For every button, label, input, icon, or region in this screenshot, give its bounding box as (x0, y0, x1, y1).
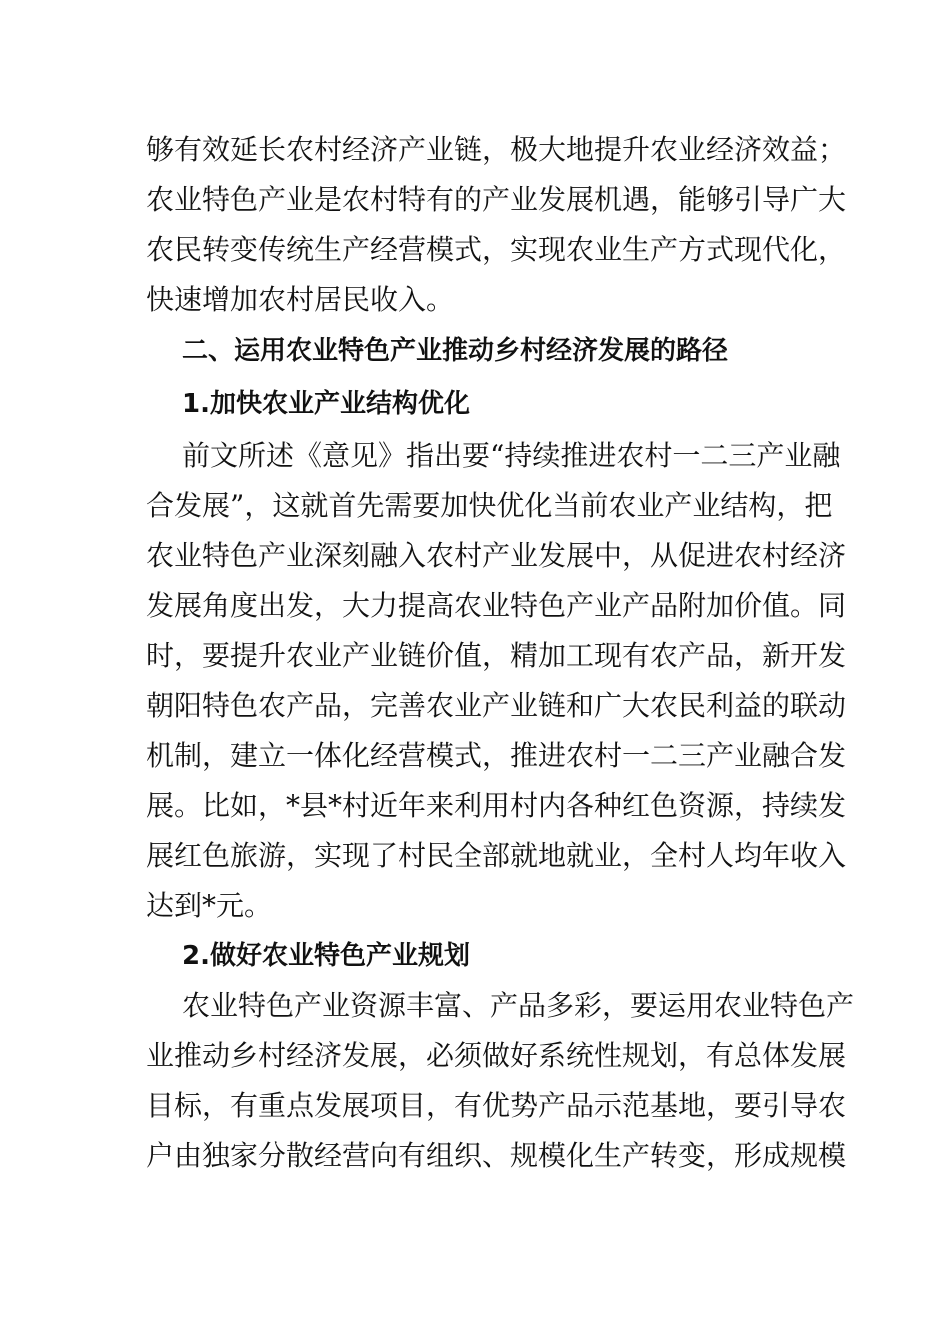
paragraph-line: 发展角度出发，大力提高农业特色产业产品附加价值。同 (146, 589, 847, 622)
paragraph-line: 展。比如，*县*村近年来利用村内各种红色资源，持续发 (146, 789, 847, 822)
subsection-heading: 2.做好农业特色产业规划 (182, 941, 470, 971)
subsection-heading: 1.加快农业产业结构优化 (182, 389, 470, 419)
paragraph-line: 业推动乡村经济发展，必须做好系统性规划，有总体发展 (146, 1039, 847, 1072)
paragraph-line: 农业特色产业深刻融入农村产业发展中，从促进农村经济 (146, 539, 847, 572)
paragraph-line: 前文所述《意见》指出要“持续推进农村一二三产业融 (182, 439, 841, 472)
paragraph-line: 合发展”，这就首先需要加快优化当前农业产业结构，把 (146, 489, 833, 522)
paragraph-line: 朝阳特色农产品，完善农业产业链和广大农民利益的联动 (146, 689, 847, 722)
paragraph-line: 目标，有重点发展项目，有优势产品示范基地，要引导农 (146, 1089, 847, 1122)
section-heading: 二、运用农业特色产业推动乡村经济发展的路径 (182, 336, 729, 366)
paragraph-line: 快速增加农村居民收入。 (146, 283, 455, 316)
paragraph-line: 展红色旅游，实现了村民全部就地就业，全村人均年收入 (146, 839, 847, 872)
paragraph-line: 农民转变传统生产经营模式，实现农业生产方式现代化， (146, 233, 847, 266)
paragraph-line: 达到*元。 (146, 889, 273, 922)
paragraph-line: 时，要提升农业产业链价值，精加工现有农产品，新开发 (146, 639, 847, 672)
paragraph-line: 机制，建立一体化经营模式，推进农村一二三产业融合发 (146, 739, 847, 772)
paragraph-line: 农业特色产业资源丰富、产品多彩，要运用农业特色产 (182, 989, 855, 1022)
paragraph-line: 够有效延长农村经济产业链，极大地提升农业经济效益； (146, 133, 847, 166)
paragraph-line: 农业特色产业是农村特有的产业发展机遇，能够引导广大 (146, 183, 847, 216)
paragraph-line: 户由独家分散经营向有组织、规模化生产转变，形成规模 (146, 1139, 847, 1172)
